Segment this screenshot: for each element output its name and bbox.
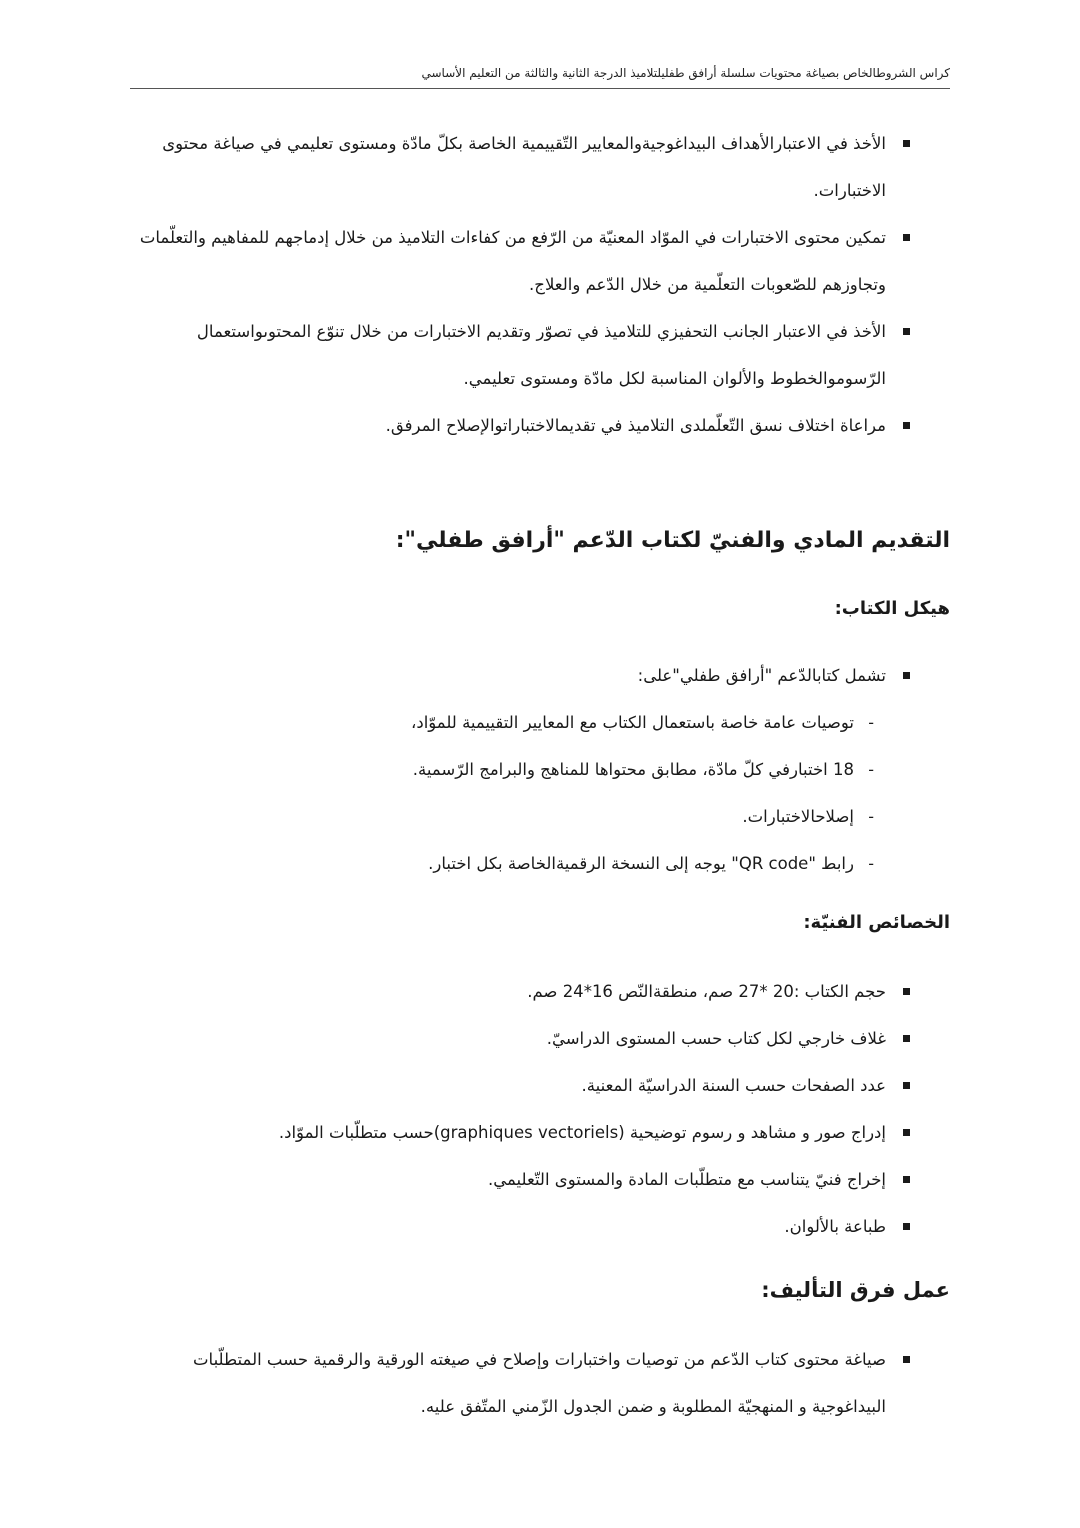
list-item: غلاف خارجي لكل كتاب حسب المستوى الدراسيّ. (130, 1015, 950, 1062)
list-item: تشمل كتابالدّعم "أرافق طفلي"على: (130, 652, 950, 699)
bullet-marker (903, 988, 910, 995)
dash-marker: - (868, 760, 874, 779)
tech-list (130, 968, 950, 1250)
list-item: عدد الصفحات حسب السنة الدراسيّة المعنية. (130, 1062, 950, 1109)
bullet-marker (903, 1356, 910, 1363)
list-item: صياغة محتوى كتاب الدّعم من توصيات واختبارات وإصلاح في صيغته الورقية والرقمية حسب المتطلّبات البيداغوجية و المنهجيّة المطلوبة و ضمن الجدول الزّمني المتّفق عليه. (130, 1336, 950, 1430)
team-list (130, 1336, 950, 1430)
list-item: إخراج فنيّ يتناسب مع متطلّبات المادة والمستوى التّعليمي. (130, 1156, 950, 1203)
list-item: طباعة بالألوان. (130, 1203, 950, 1250)
structure-list (130, 652, 950, 887)
bullet-marker (903, 1129, 910, 1136)
dash-marker: - (868, 854, 874, 873)
dash-marker: - (868, 807, 874, 826)
section-heading: التقديم المادي والفنيّ لكتاب الدّعم "أرافق طفلي": (395, 528, 950, 553)
running-header: كراس الشروطالخاص بصياغة محتويات سلسلة أرافق طفليلتلاميذ الدرجة الثانية والثالثة من التعليم الأساسي (130, 64, 950, 89)
bullet-marker (903, 234, 910, 241)
sub-list-item: - توصيات عامة خاصة باستعمال الكتاب مع المعايير التقييمية للموّاد، (130, 699, 950, 746)
list-item: حجم الكتاب :20 *27 صم، منطقةالنّص 16*24 صم. (130, 968, 950, 1015)
list-item: الأخذ في الاعتبارالأهداف البيداغوجيةوالمعايير التّقييمية الخاصة بكلّ مادّة ومستوى تعليمي في صياغة محتوى الاختبارات. (130, 120, 950, 214)
bullet-marker (903, 1176, 910, 1183)
team-heading: عمل فرق التأليف: (761, 1278, 950, 1302)
bullet-marker (903, 1082, 910, 1089)
list-item: إدراج صور و مشاهد و رسوم توضيحية (graphiques vectoriels)حسب متطلّبات الموّاد. (130, 1109, 950, 1156)
list-item: مراعاة اختلاف نسق التّعلّملدى التلاميذ في تقديمالاختباراتوالإصلاح المرفق. (130, 402, 950, 449)
list-item: تمكين محتوى الاختبارات في الموّاد المعنيّة من الرّفع من كفاءات التلاميذ من خلال إدماجهم للمفاهيم والتعلّمات وتجاوزهم للصّعوبات التعلّمية من خلال الدّعم والعلاج. (130, 214, 950, 308)
bullet-marker (903, 1223, 910, 1230)
list-item: الأخذ في الاعتبار الجانب التحفيزي للتلاميذ في تصوّر وتقديم الاختبارات من خلال تنوّع المحتوىواستعمال الرّسوموالخطوط والألوان المناسبة لكل مادّة ومستوى تعليمي. (130, 308, 950, 402)
sub-list-item: - إصلاحالاختبارات. (130, 793, 950, 840)
dash-marker: - (868, 713, 874, 732)
bullet-marker (903, 140, 910, 147)
sub-list-item: - 18 اختبارفي كلّ مادّة، مطابق محتواها للمناهج والبرامج الرّسمية. (130, 746, 950, 793)
bullet-marker (903, 1035, 910, 1042)
bullet-marker (903, 328, 910, 335)
sub-list-item: - رابط "QR code" يوجه إلى النسخة الرقميةالخاصة بكل اختبار. (130, 840, 950, 887)
intro-bullet-list (130, 120, 950, 449)
bullet-marker (903, 422, 910, 429)
structure-heading: هيكل الكتاب: (834, 598, 950, 619)
tech-heading: الخصائص الفنيّة: (803, 912, 950, 933)
bullet-marker (903, 672, 910, 679)
